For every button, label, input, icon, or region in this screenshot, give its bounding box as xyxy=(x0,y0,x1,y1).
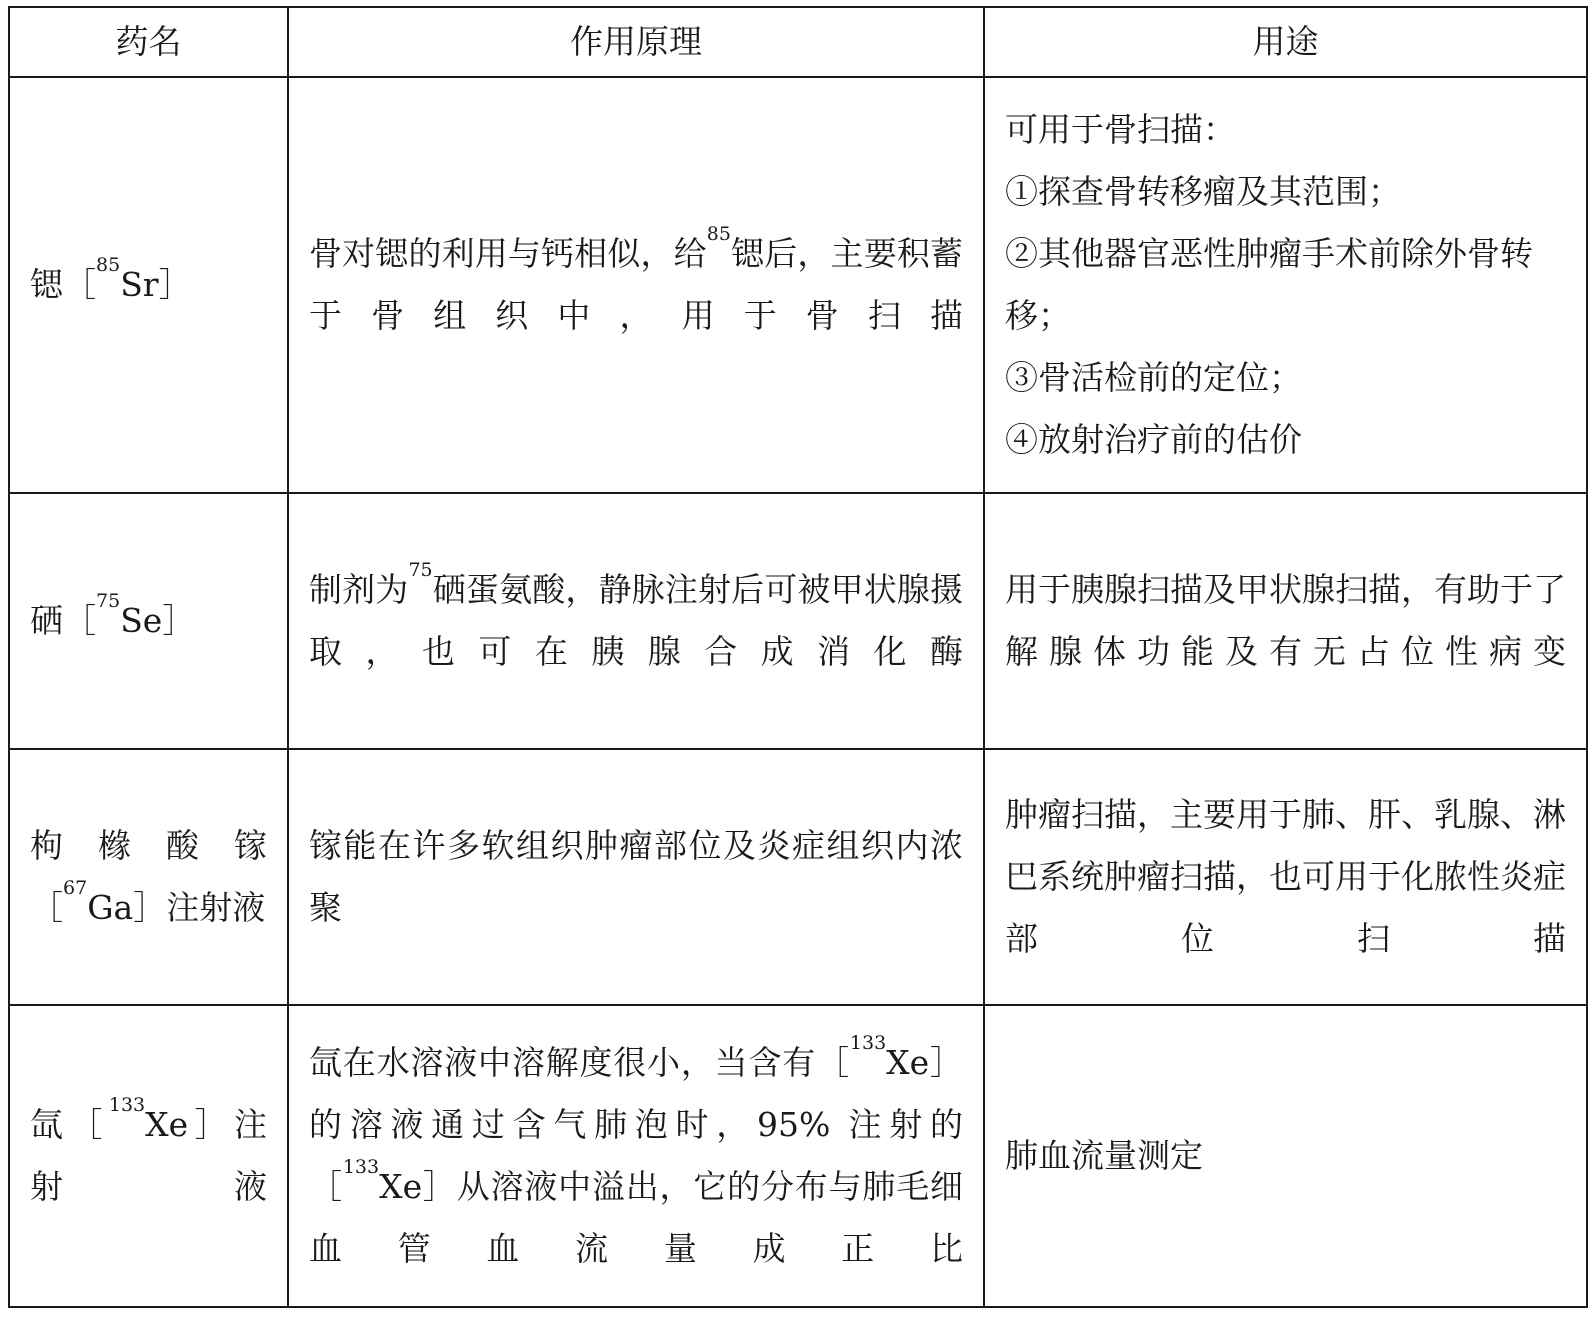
table-row xyxy=(9,493,1587,749)
usage-cell xyxy=(984,77,1587,493)
mechanism-cell: 制剂为$^{75}$硒蛋氨酸，静脉注射后可被甲状腺摄取，也可在胰腺合成消化酶 xyxy=(288,493,984,749)
usage-cell: 肿瘤扫描，主要用于肺、肝、乳腺、淋巴系统肿瘤扫描，也可用于化脓性炎症部位扫描 xyxy=(984,749,1587,1005)
mechanism-cell: 镓能在许多软组织肿瘤部位及炎症组织内浓聚 xyxy=(288,749,984,1005)
table-header-row xyxy=(9,7,1587,77)
header-mechanism: 作用原理 xyxy=(288,7,984,77)
mechanism-cell: 骨对锶的利用与钙相似，给$^{85}$锶后，主要积蓄于骨组织中，用于骨扫描 xyxy=(288,77,984,493)
drug-name-cell: 硒［$^{75}$Se］ xyxy=(9,493,288,749)
usage-cell: 用于胰腺扫描及甲状腺扫描，有助于了解腺体功能及有无占位性病变 xyxy=(984,493,1587,749)
header-usage: 用途 xyxy=(984,7,1587,77)
drug-name-cell: 氙［$^{133}$Xe］注射液 xyxy=(9,1005,288,1307)
table-row xyxy=(9,77,1587,493)
usage-line: 可用于骨扫描： xyxy=(1005,110,1236,149)
drug-name-cell: 锶［$^{85}$Sr］ xyxy=(9,77,288,493)
header-drug-name: 药名 xyxy=(9,7,288,77)
table-row xyxy=(9,749,1587,1005)
usage-line: ③骨活检前的定位； xyxy=(1005,358,1302,397)
usage-line: ①探查骨转移瘤及其范围； xyxy=(1005,172,1401,211)
mechanism-cell: 氙在水溶液中溶解度很小，当含有［$^{133}$Xe］的溶液通过含气肺泡时，95% 注射的［$^{133}$Xe］从溶液中溢出，它的分布与肺毛细血管血流量成正比 xyxy=(288,1005,984,1307)
usage-line: ④放射治疗前的估价 xyxy=(1005,420,1302,459)
table-row xyxy=(9,1005,1587,1307)
drug-name-cell: 枸橼酸镓 ［$^{67}$Ga］注射液 xyxy=(9,749,288,1005)
drug-table xyxy=(8,6,1588,1308)
usage-line: ②其他器官恶性肿瘤手术前除外骨转移； xyxy=(1005,234,1533,335)
usage-cell: 肺血流量测定 xyxy=(984,1005,1587,1307)
